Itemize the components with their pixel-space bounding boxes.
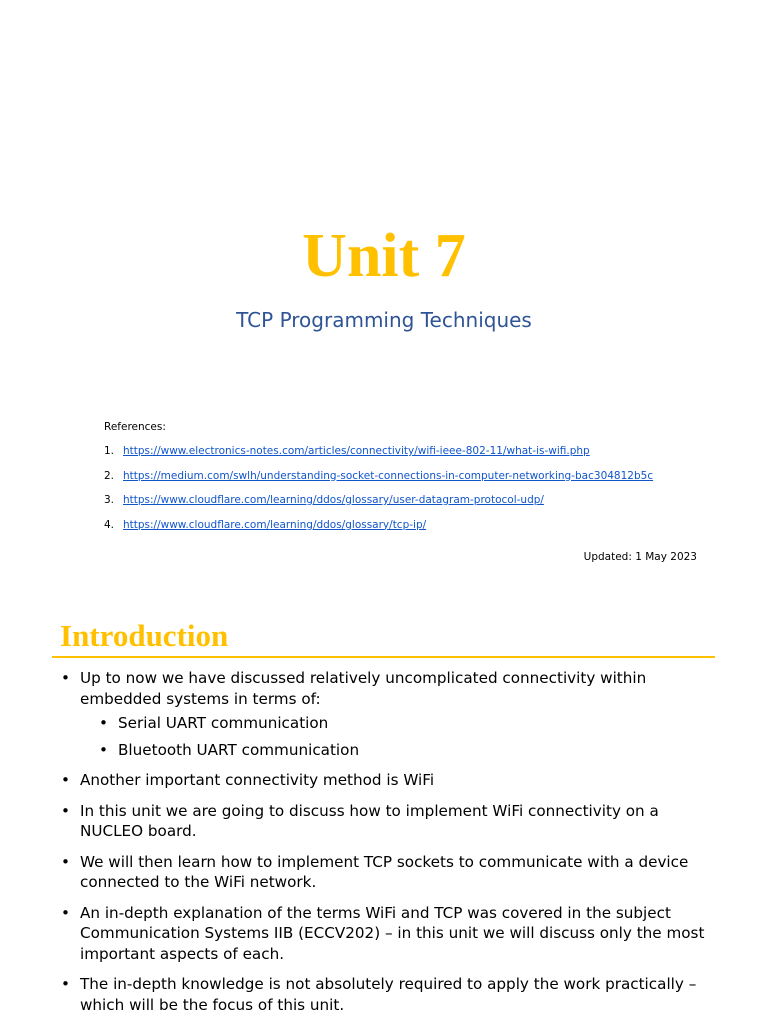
bullet-text: Up to now we have discussed relatively uncomplicated connectivity within embedded systems in terms of: (80, 669, 647, 708)
bullet-text: The in-depth knowledge is not absolutely required to apply the work practically – which will be the focus of this unit. (80, 975, 697, 1014)
section-heading: Introduction (60, 618, 229, 653)
bullet-list (61, 668, 711, 1024)
bullet-item (61, 668, 711, 760)
reference-link[interactable]: https://www.cloudflare.com/learning/ddos/glossary/tcp-ip/ (123, 518, 427, 531)
sub-bullet-text: Serial UART communication (118, 714, 329, 732)
sub-bullet-item (80, 713, 711, 734)
reference-number: 2. (104, 469, 115, 482)
reference-item (104, 493, 653, 518)
bullet-text: Another important connectivity method is WiFi (80, 771, 435, 789)
slide-title: Unit 7 (302, 222, 466, 290)
sub-bullet-list (80, 713, 711, 760)
bullet-item (61, 852, 711, 893)
slide-subtitle: TCP Programming Techniques (236, 308, 532, 332)
bullet-item (61, 903, 711, 965)
references-list (104, 444, 653, 542)
bullet-text: In this unit we are going to discuss how to implement WiFi connectivity on a NUCLEO board. (80, 801, 659, 840)
reference-item (104, 518, 653, 543)
reference-number: 1. (104, 445, 115, 457)
sub-bullet-text: Bluetooth UART communication (118, 740, 360, 759)
heading-underline (52, 656, 715, 658)
reference-item (104, 444, 653, 469)
bullet-item (61, 801, 711, 842)
reference-link[interactable]: https://www.electronics-notes.com/articles/connectivity/wifi-ieee-802-11/what-is-wifi.php (123, 445, 590, 457)
bullet-item (61, 974, 711, 1015)
updated-date: Updated: 1 May 2023 (583, 551, 697, 563)
bullet-item (61, 770, 711, 791)
introduction-slide (0, 600, 768, 1024)
bullet-text: An in-depth explanation of the terms WiFi and TCP was covered in the subject Communication Systems IIB (ECCV202) – in this unit we will discuss only the most important aspects of each. (80, 903, 705, 963)
references-label: References: (104, 421, 166, 433)
reference-number: 3. (104, 494, 115, 506)
reference-link[interactable]: https://www.cloudflare.com/learning/ddos/glossary/user-datagram-protocol-udp/ (123, 494, 544, 506)
reference-number: 4. (104, 518, 115, 531)
sub-bullet-item (80, 740, 711, 761)
reference-link[interactable]: https://medium.com/swlh/understanding-socket-connections-in-computer-networking-bac304812b5c (123, 469, 654, 482)
reference-item (104, 469, 653, 494)
bullet-text: We will then learn how to implement TCP sockets to communicate with a device connected to the WiFi network. (80, 852, 689, 891)
